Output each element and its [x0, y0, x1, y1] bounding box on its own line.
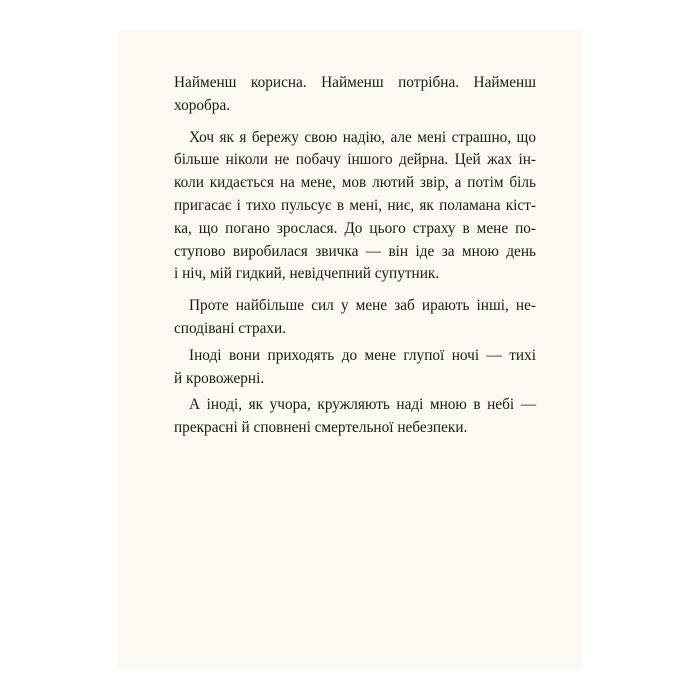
text-line: більше ніколи не побачу іншого дейрна. Цей жах ін- [174, 151, 536, 169]
paragraph-1 [174, 72, 536, 118]
paragraph-5 [174, 394, 536, 440]
paragraph-3 [174, 295, 536, 341]
text-line: й кровожерні. [174, 369, 265, 387]
paragraph-4 [174, 345, 536, 391]
text-line: Найменш корисна. Найменш потрібна. Найменш [174, 74, 536, 91]
text-line: прекрасні й сповнені смертельної небезпеки. [174, 419, 468, 437]
text-line: А іноді, як учора, кружляють наді мною в небі — [189, 396, 536, 414]
text-line: Хоч як я бережу свою надію, але мені страшно, що [189, 128, 536, 146]
book-page [118, 30, 582, 670]
text-line: ступово виробилася звичка — він іде за мною день [174, 242, 536, 260]
text-line: Іноді вони приходять до мене глупої ночі — тихі [189, 346, 536, 364]
text-line: і ніч, мій гидкий, невідчепний супутник. [174, 265, 440, 283]
text-line: сподівані страхи. [174, 319, 287, 337]
text-line: пригасає і тихо пульсує в мені, ниє, як поламана кіст- [174, 196, 536, 214]
text-line: Проте найбільше сил у мене заб ирають інші, не- [189, 297, 536, 315]
paragraph-2 [174, 127, 536, 287]
page-text [174, 72, 536, 440]
text-line: коли кидається на мене, мов лютий звір, а потім біль [174, 174, 536, 192]
text-line: ка, що погано зрослася. До цього страху в мене по- [174, 219, 536, 237]
text-line: хоробра. [174, 96, 231, 114]
